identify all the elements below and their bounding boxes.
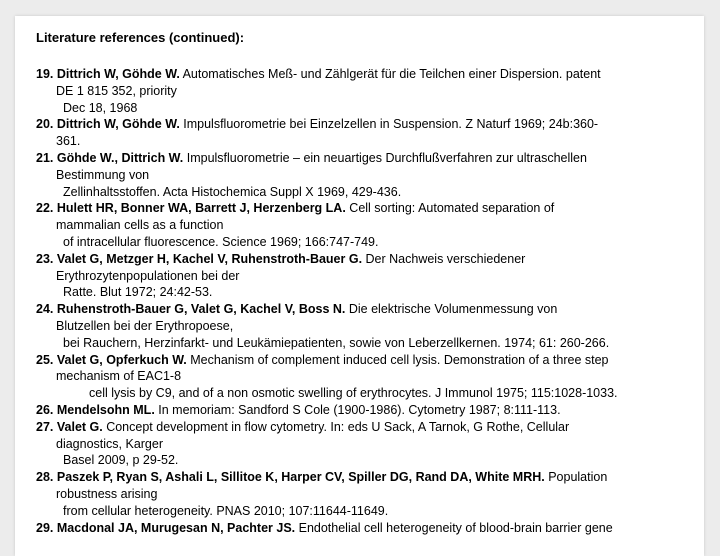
reference-continuation: Basel 2009, p 29-52.: [63, 453, 179, 468]
reference-number: 22.: [36, 201, 54, 216]
reference-number: 19.: [36, 67, 54, 81]
reference-item: [36, 352, 701, 402]
reference-continuation: of intracellular fluorescence. Science 1969; 166:747-749.: [63, 234, 379, 249]
reference-item: [36, 116, 701, 150]
reference-text: Der Nachweis verschiedener: [362, 251, 526, 266]
reference-continuation: from cellular heterogeneity. PNAS 2010; 107:11644-11649.: [63, 503, 389, 518]
reference-continuation: mammalian cells as a function: [56, 218, 224, 233]
reference-number: 27.: [36, 419, 54, 434]
reference-item: [36, 200, 701, 250]
reference-first-line: [36, 520, 701, 537]
reference-authors: Valet G.: [56, 419, 103, 434]
reference-continuation: DE 1 815 352, priority: [56, 83, 177, 98]
reference-continuation: Erythrozytenpopulationen bei der: [56, 268, 240, 283]
reference-text: Cell sorting: Automated separation of: [345, 201, 555, 216]
reference-first-line: [36, 419, 701, 436]
reference-item: [36, 301, 701, 351]
reference-text: Die elektrische Volumenmessung von: [345, 302, 558, 317]
reference-authors: Dittrich W, Göhde W.: [56, 117, 180, 132]
reference-first-line: [36, 150, 701, 167]
reference-authors: Mendelsohn ML.: [56, 402, 155, 417]
reference-authors: Valet G, Metzger H, Kachel V, Ruhenstroth-Bauer G.: [56, 251, 363, 266]
reference-item: [36, 419, 701, 469]
reference-authors: Ruhenstroth-Bauer G, Valet G, Kachel V, Boss N.: [56, 302, 346, 317]
reference-item: [36, 66, 701, 116]
reference-first-line: [36, 116, 701, 133]
reference-number: 24.: [36, 302, 54, 317]
reference-first-line: [36, 66, 701, 83]
reference-number: 25.: [36, 352, 54, 367]
reference-text: Impulsfluorometrie bei Einzelzellen in Suspension. Z Naturf 1969; 24b:360-: [179, 117, 599, 132]
reference-item: [36, 150, 701, 200]
reference-list: [36, 66, 701, 536]
reference-first-line: [36, 251, 701, 268]
reference-item: [36, 469, 701, 519]
reference-text: Endothelial cell heterogeneity of blood-brain barrier gene: [295, 520, 613, 535]
reference-text: Concept development in flow cytometry. In: eds U Sack, A Tarnok, G Rothe, Cellular: [102, 419, 570, 434]
reference-continuation: Blutzellen bei der Erythropoese,: [56, 318, 234, 333]
reference-authors: Hulett HR, Bonner WA, Barrett J, Herzenberg LA.: [56, 201, 346, 216]
reference-text: Mechanism of complement induced cell lysis. Demonstration of a three step: [186, 352, 609, 367]
reference-item: [36, 402, 701, 419]
reference-authors: Göhde W., Dittrich W.: [56, 150, 184, 165]
reference-continuation: mechanism of EAC1-8: [56, 369, 182, 384]
reference-authors: Dittrich W, Göhde W.: [56, 67, 180, 81]
reference-continuation: bei Rauchern, Herzinfarkt- und Leukämiepatienten, sowie von Leberzellkernen. 1974; 61: 260-266.: [63, 335, 610, 350]
reference-continuation: 361.: [56, 134, 81, 149]
reference-item: [36, 520, 701, 537]
reference-first-line: [36, 352, 701, 369]
reference-text: In memoriam: Sandford S Cole (1900-1986). Cytometry 1987; 8:111-113.: [154, 402, 561, 417]
reference-number: 21.: [36, 150, 54, 165]
reference-continuation: Dec 18, 1968: [63, 100, 138, 115]
reference-text: Automatisches Meß- und Zählgerät für die Teilchen einer Dispersion. patent: [179, 67, 601, 81]
reference-continuation: cell lysis by C9, and of a non osmotic swelling of erythrocytes. J Immunol 1975; 115:1028-1033.: [89, 386, 618, 401]
reference-number: 23.: [36, 251, 54, 266]
reference-first-line: [36, 200, 701, 217]
reference-continuation: Ratte. Blut 1972; 24:42-53.: [63, 285, 213, 300]
reference-number: 29.: [36, 520, 54, 535]
reference-continuation: diagnostics, Karger: [56, 436, 164, 451]
reference-text: Population: [544, 470, 608, 485]
reference-authors: Macdonal JA, Murugesan N, Pachter JS.: [56, 520, 296, 535]
reference-number: 26.: [36, 402, 54, 417]
reference-continuation: robustness arising: [56, 486, 158, 501]
reference-number: 28.: [36, 470, 54, 485]
reference-first-line: [36, 402, 701, 419]
reference-continuation: Zellinhaltsstoffen. Acta Histochemica Suppl X 1969, 429-436.: [63, 184, 402, 199]
reference-item: [36, 251, 701, 301]
slide: [15, 16, 704, 556]
reference-continuation: Bestimmung von: [56, 167, 150, 182]
reference-text: Impulsfluorometrie – ein neuartiges Durchflußverfahren zur ultraschellen: [183, 150, 587, 165]
reference-authors: Valet G, Opferkuch W.: [56, 352, 187, 367]
reference-first-line: [36, 469, 701, 486]
page-title: Literature references (continued):: [36, 30, 245, 45]
reference-number: 20.: [36, 117, 54, 132]
reference-authors: Paszek P, Ryan S, Ashali L, Sillitoe K, Harper CV, Spiller DG, Rand DA, White MRH.: [56, 470, 545, 485]
reference-first-line: [36, 301, 701, 318]
